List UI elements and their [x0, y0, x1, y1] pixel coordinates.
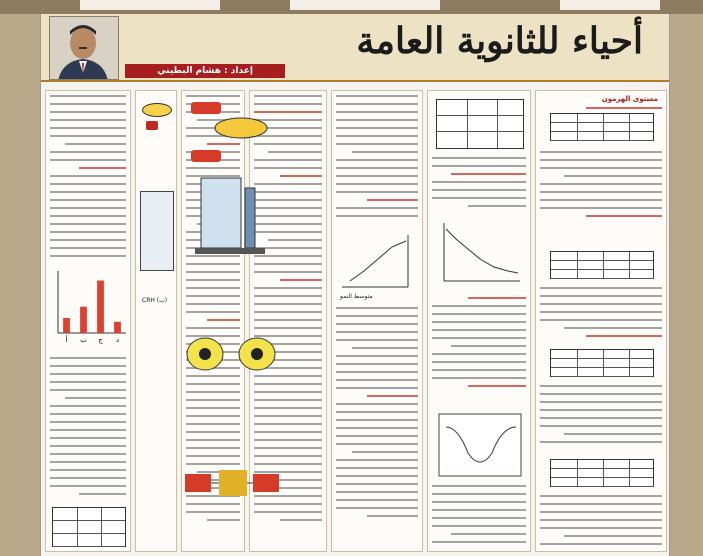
author-photo: [49, 16, 119, 80]
cells-diagram: [181, 324, 285, 384]
text-block: [540, 385, 662, 449]
chart-bar: [114, 322, 121, 333]
column-1-heading: مستوى الهرمون: [601, 95, 658, 103]
column-7: [45, 90, 131, 552]
data-table: [550, 459, 654, 487]
column-3: [331, 90, 423, 552]
text-block: [336, 95, 418, 223]
figure-caption: CRH (ب): [142, 297, 168, 304]
u-curve-graph: [438, 413, 522, 477]
text-block: [540, 287, 662, 343]
chart-tick-label: أ: [65, 336, 68, 344]
author-byline: إعداد : هشام البطيني: [125, 64, 285, 78]
apparatus-figure: [140, 191, 174, 271]
strip-block: [290, 0, 440, 10]
column-2: [427, 90, 531, 552]
top-strip: [0, 0, 703, 14]
column-6: [135, 90, 177, 552]
chart-tick-label: د: [115, 336, 120, 344]
text-block: [50, 357, 126, 501]
graph-axis-label: متوسط النمو: [340, 293, 373, 300]
chart-tick-label: ب: [80, 336, 87, 344]
chart-tick-label: ج: [98, 336, 103, 344]
text-block: [540, 151, 662, 223]
strip-block: [80, 0, 220, 10]
figure-tag: [146, 121, 158, 130]
data-table: [52, 507, 126, 547]
cell-label-oval: [142, 103, 172, 117]
experiment-diagram: [181, 98, 281, 318]
bar-chart: [50, 267, 128, 347]
page-title: أحياء للثانوية العامة: [356, 20, 643, 62]
chart-bar: [63, 318, 70, 333]
chart-bar: [80, 307, 87, 333]
text-block: [50, 95, 126, 263]
text-block: [540, 495, 662, 551]
text-block: [336, 307, 418, 523]
data-table: [550, 251, 654, 279]
decline-graph: [438, 219, 522, 289]
growth-graph: [338, 231, 418, 293]
text-block: [432, 485, 526, 549]
data-table: [436, 99, 524, 149]
column-1: [535, 90, 667, 552]
portrait-icon: [49, 17, 118, 80]
data-table: [550, 349, 654, 377]
flow-diagram: [181, 464, 285, 504]
text-block: [432, 297, 526, 393]
strip-block: [560, 0, 660, 10]
chart-bar: [97, 281, 104, 334]
newspaper-page: [40, 14, 670, 556]
text-block: [432, 157, 526, 213]
page-header: [41, 14, 670, 82]
data-table: [550, 113, 654, 141]
